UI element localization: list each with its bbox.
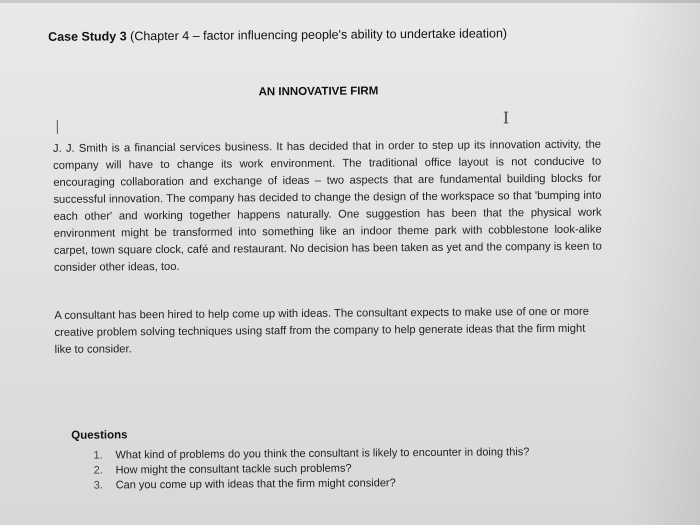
case-study-heading [48,26,507,44]
questions-heading: Questions [71,429,128,442]
question-number: 1. [93,449,103,462]
page-top-edge [0,0,700,3]
text-cursor [57,120,58,134]
question-item [94,475,530,493]
case-study-subtitle: (Chapter 4 – factor influencing people's ability to undertake ideation) [126,26,508,44]
case-study-number: Case Study 3 [48,29,127,44]
question-text: How might the consultant tackle such problems? [115,462,352,477]
questions-list [93,445,529,493]
question-number: 3. [93,479,103,492]
ibeam-cursor-icon: I [502,108,510,128]
photo-shadow [620,0,700,525]
question-number: 2. [93,464,103,477]
document-page [40,13,624,518]
paragraph-consultant: A consultant has been hired to help come up with ideas. The consultant expects to make use of one or more creative problem solving techniques using staff from the company to help generate ideas that the firm might like to consider. [54,305,590,356]
paragraph-intro: J. J. Smith is a financial services business. It has decided that in order to step up its innovation activity, the company will have to change its work environment. The traditional office layout is not conducive to encouraging collaboration and exchange of ideas – two aspects that are fundamental building blocks for successful innovation. The company has decided to change the design of the workspace so that 'bumping into each other' and working together happens naturally. One suggestion has been that the physical work environment might be transformed into something like an indoor theme park with cobblestone look-alike carpet, town square clock, café and restaurant. No decision has been taken as yet and the company is keen to consider other ideas, too. [52,138,602,274]
question-text: Can you come up with ideas that the firm might consider? [115,477,396,492]
question-text: What kind of problems do you think the consultant is likely to encounter in doing this? [115,446,530,462]
document-title: AN INNOVATIVE FIRM [258,85,379,99]
